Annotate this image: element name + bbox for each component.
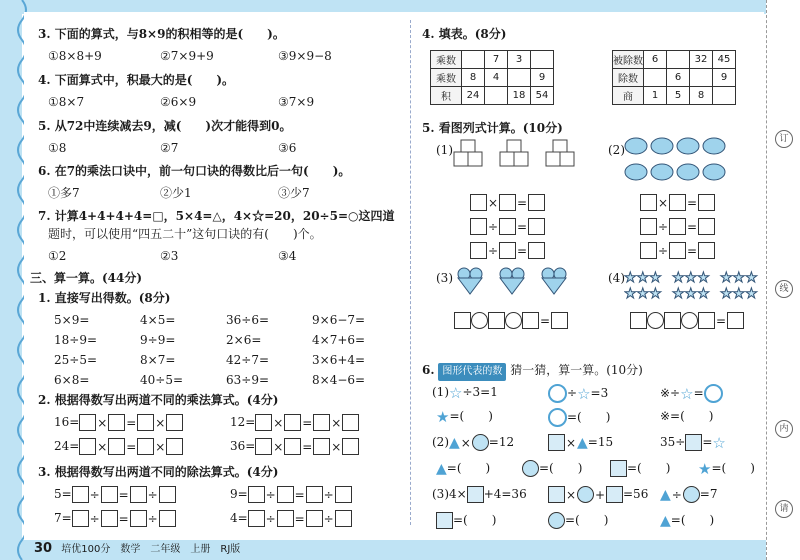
question-6-header: 6. 图形代表的数 猜一猜，算一算。(10分): [422, 362, 643, 381]
option[interactable]: ②3: [160, 249, 179, 263]
row-label: 36=: [230, 439, 256, 453]
table-cell[interactable]: [508, 69, 531, 87]
question-6: 6. 在7的乘法口诀中，前一句口诀的得数比后一句( )。: [38, 164, 351, 178]
calc-item[interactable]: 40÷5=: [140, 373, 184, 387]
subquestion-3: 3. 根据得数写出两道不同的除法算式。(4分): [38, 465, 279, 479]
operator-circle[interactable]: [505, 312, 522, 329]
operator: ×: [155, 415, 166, 430]
table-cell[interactable]: 54: [531, 87, 554, 105]
answer-row: ★=( ): [698, 459, 755, 478]
star-icon: ☆: [712, 433, 726, 452]
answer-box[interactable]: [248, 486, 265, 503]
binding-mark: 请: [775, 500, 793, 518]
option[interactable]: ①多7: [48, 186, 80, 200]
calc-item[interactable]: 6×8=: [54, 373, 90, 387]
answer-box[interactable]: [698, 218, 715, 235]
svg-text:★★★: ★★★: [624, 270, 662, 286]
calc-item[interactable]: 8×4−6=: [312, 373, 366, 387]
operator: ÷: [147, 511, 158, 526]
operator: =: [118, 511, 129, 526]
table-cell[interactable]: 24: [462, 87, 485, 105]
picture-label: (4): [608, 271, 625, 285]
row-label: 9=: [230, 487, 248, 501]
answer-box[interactable]: [342, 414, 359, 431]
square-icon: [548, 486, 565, 503]
division-row: [230, 486, 352, 503]
plates-picture: [624, 136, 764, 188]
puzzle-row: (2)▲× =12: [432, 434, 515, 451]
option[interactable]: ②6×9: [160, 95, 197, 109]
calc-item[interactable]: 2×6=: [226, 333, 262, 347]
table-cell[interactable]: 45: [713, 51, 736, 69]
option[interactable]: ②7×9+9: [160, 49, 214, 63]
division-row: [54, 510, 176, 527]
equation-row: =: [454, 312, 568, 329]
operator: ×: [273, 439, 284, 454]
answer-box[interactable]: [248, 510, 265, 527]
answer-row: ※=( ): [660, 409, 714, 423]
table-cell[interactable]: [690, 69, 713, 87]
picture-label: (3): [436, 271, 453, 285]
calc-item[interactable]: 36÷6=: [226, 313, 270, 327]
answer-box[interactable]: [630, 312, 647, 329]
calc-item[interactable]: 18÷9=: [54, 333, 98, 347]
answer-box[interactable]: [130, 486, 147, 503]
operator: =: [126, 439, 137, 454]
table-cell[interactable]: 7: [485, 51, 508, 69]
answer-box[interactable]: [130, 510, 147, 527]
option[interactable]: ①2: [48, 249, 67, 263]
svg-text:★★★: ★★★: [720, 286, 758, 302]
answer-box[interactable]: [284, 438, 301, 455]
answer-box[interactable]: [488, 312, 505, 329]
multiplication-table: [430, 50, 554, 105]
table-cell[interactable]: [644, 69, 667, 87]
table-cell[interactable]: [667, 51, 690, 69]
picture-label: (2): [608, 143, 625, 157]
operator-circle[interactable]: [681, 312, 698, 329]
answer-box[interactable]: [640, 242, 657, 259]
hearts-picture: [454, 266, 594, 302]
multiplication-row: [54, 414, 183, 431]
answer-box[interactable]: [72, 510, 89, 527]
subquestion-1: 1. 直接写出得数。(8分): [38, 291, 171, 305]
question-5: 5. 从72中连续减去9，减( )次才能得到0。: [38, 119, 292, 133]
calc-item[interactable]: 9×6−7=: [312, 313, 366, 327]
answer-box[interactable]: [166, 414, 183, 431]
answer-box[interactable]: [499, 242, 516, 259]
operator: ×: [331, 415, 342, 430]
star-icon: ☆: [577, 384, 591, 403]
row-label: 4=: [230, 511, 248, 525]
table-cell[interactable]: 18: [508, 87, 531, 105]
operator: ÷: [323, 511, 334, 526]
operator: =: [126, 415, 137, 430]
operator: ×: [331, 439, 342, 454]
operator: ÷: [89, 511, 100, 526]
circle-icon: [548, 512, 565, 529]
answer-box[interactable]: [528, 194, 545, 211]
calc-item[interactable]: 25÷5=: [54, 353, 98, 367]
badge: 图形代表的数: [438, 363, 506, 381]
operator: =: [118, 487, 129, 502]
operator: ÷: [265, 511, 276, 526]
table-cell[interactable]: 32: [690, 51, 713, 69]
answer-box[interactable]: [159, 510, 176, 527]
puzzle-row: × + =56: [548, 486, 648, 503]
subquestion-2: 2. 根据得数写出两道不同的乘法算式。(4分): [38, 393, 279, 407]
equation-row: ÷ =: [470, 242, 545, 259]
equation-row: ÷ =: [640, 242, 715, 259]
answer-box[interactable]: [306, 486, 323, 503]
table-header-cell: 积: [431, 87, 462, 105]
table-cell[interactable]: [531, 51, 554, 69]
answer-box[interactable]: [522, 312, 539, 329]
multiplication-row: [230, 414, 359, 431]
answer-box[interactable]: [698, 312, 715, 329]
page-number: 30: [34, 541, 53, 556]
row-label: 7=: [54, 511, 72, 525]
row-label: 12=: [230, 415, 256, 429]
table-cell[interactable]: 6: [667, 69, 690, 87]
square-icon: [467, 486, 484, 503]
square-icon: [610, 460, 627, 477]
operator-circle[interactable]: [647, 312, 664, 329]
stars-picture: [624, 268, 764, 302]
square-icon: [606, 486, 623, 503]
operator: ÷: [323, 487, 334, 502]
circle-icon: [522, 460, 539, 477]
equation-row: ÷ =: [470, 218, 545, 235]
triangle-icon: ▲: [436, 460, 447, 477]
square-icon: [685, 434, 702, 451]
answer-box[interactable]: [470, 242, 487, 259]
puzzle-row: ▲÷ =7: [660, 486, 718, 503]
answer-box[interactable]: [499, 218, 516, 235]
star-icon: ★: [698, 459, 712, 478]
svg-text:★★★: ★★★: [672, 286, 710, 302]
footer-text: 培优100分 数学 二年级 上册 RJ版: [61, 544, 241, 555]
table-cell[interactable]: 1: [644, 87, 667, 105]
fill-table-title: 4. 填表。(8分): [422, 27, 507, 41]
triangle-icon: ▲: [660, 486, 671, 503]
binding-strip: [766, 0, 800, 560]
calc-item[interactable]: 4×7+6=: [312, 333, 366, 347]
table-header-cell: 乘数: [431, 51, 462, 69]
puzzle-row: (3)4× +4=36: [432, 487, 527, 501]
puzzle-row: ※÷☆=: [660, 384, 723, 403]
table-cell[interactable]: 8: [690, 87, 713, 105]
answer-box[interactable]: [640, 218, 657, 235]
answer-box[interactable]: [137, 438, 154, 455]
square-icon: [436, 512, 453, 529]
answer-box[interactable]: [108, 438, 125, 455]
answer-box[interactable]: [277, 486, 294, 503]
option[interactable]: ③9×9−8: [278, 49, 332, 63]
svg-text:★★★: ★★★: [720, 270, 758, 286]
table-cell[interactable]: [485, 87, 508, 105]
table-cell[interactable]: 8: [462, 69, 485, 87]
calc-item[interactable]: 8×7=: [140, 353, 176, 367]
equation-row: × =: [470, 194, 545, 211]
operator: ÷: [265, 487, 276, 502]
answer-box[interactable]: [101, 510, 118, 527]
operator: ×: [97, 439, 108, 454]
answer-row: ▲=( ): [436, 460, 491, 477]
operator: ×: [273, 415, 284, 430]
square-icon: [548, 434, 565, 451]
table-cell[interactable]: [462, 51, 485, 69]
answer-box[interactable]: [669, 242, 686, 259]
option[interactable]: ①8×7: [48, 95, 85, 109]
circle-icon: [683, 486, 700, 503]
question-7: 7. 计算4+4+4+4=□，5×4=△，4×☆=20，20÷5=○这四道: [38, 209, 395, 223]
binding-mark: 内: [775, 420, 793, 438]
table-cell[interactable]: 9: [531, 69, 554, 87]
multiplication-row: [54, 438, 183, 455]
answer-box[interactable]: [335, 510, 352, 527]
section-heading: 三、算一算。(44分): [30, 271, 143, 285]
table-cell[interactable]: [713, 87, 736, 105]
puzzle-row: ÷☆=3: [548, 384, 608, 403]
answer-box[interactable]: [79, 438, 96, 455]
question-6-title: 猜一猜，算一算。(10分): [510, 363, 643, 377]
row-label: 16=: [54, 415, 80, 429]
answer-box[interactable]: [313, 438, 330, 455]
division-row: [54, 486, 176, 503]
answer-box[interactable]: [159, 486, 176, 503]
table-header-cell: 除数: [613, 69, 644, 87]
answer-box[interactable]: [79, 414, 96, 431]
answer-box[interactable]: [499, 194, 516, 211]
answer-box[interactable]: [277, 510, 294, 527]
answer-row: =( ): [548, 512, 608, 529]
answer-box[interactable]: [528, 242, 545, 259]
answer-row: =( ): [436, 512, 496, 529]
double-circle-icon: [704, 384, 723, 403]
equation-row: × =: [640, 194, 715, 211]
equation-row: =: [630, 312, 744, 329]
operator: ×: [97, 415, 108, 430]
answer-box[interactable]: [551, 312, 568, 329]
double-circle-icon: [548, 408, 567, 427]
calc-item[interactable]: 5×9=: [54, 313, 90, 327]
answer-box[interactable]: [313, 414, 330, 431]
operator: ÷: [147, 487, 158, 502]
answer-box[interactable]: [470, 218, 487, 235]
calc-item[interactable]: 63÷9=: [226, 373, 270, 387]
answer-row: =( ): [548, 408, 610, 427]
answer-box[interactable]: [698, 242, 715, 259]
answer-box[interactable]: [101, 486, 118, 503]
question-4: 4. 下面算式中，积最大的是( )。: [38, 73, 235, 87]
triangle-icon: ▲: [449, 434, 460, 451]
division-row: [230, 510, 352, 527]
picture-label: (1): [436, 143, 453, 157]
circle-icon: [577, 486, 594, 503]
column-divider: [410, 20, 411, 525]
answer-box[interactable]: [166, 438, 183, 455]
question-3: 3. 下面的算式，与8×9的积相等的是( )。: [38, 27, 285, 41]
option[interactable]: ③少7: [278, 186, 310, 200]
answer-row: ▲=( ): [660, 512, 715, 529]
option[interactable]: ②少1: [160, 186, 192, 200]
table-cell[interactable]: 6: [644, 51, 667, 69]
answer-box[interactable]: [528, 218, 545, 235]
option[interactable]: ②7: [160, 141, 179, 155]
calc-item[interactable]: 9÷9=: [140, 333, 176, 347]
answer-box[interactable]: [669, 194, 686, 211]
row-label: 5=: [54, 487, 72, 501]
operator: =: [302, 415, 313, 430]
footer: [34, 540, 240, 556]
answer-box[interactable]: [255, 438, 272, 455]
operator: ×: [155, 439, 166, 454]
cubes-picture: [452, 138, 592, 176]
option[interactable]: ③6: [278, 141, 297, 155]
answer-box[interactable]: [698, 194, 715, 211]
calc-item[interactable]: 4×5=: [140, 313, 176, 327]
triangle-icon: ▲: [660, 512, 671, 529]
star-icon: ★: [436, 407, 450, 426]
table-cell[interactable]: 3: [508, 51, 531, 69]
binding-mark: 线: [775, 280, 793, 298]
picture-calc-title: 5. 看图列式计算。(10分): [422, 121, 563, 135]
row-label: 24=: [54, 439, 80, 453]
table-cell[interactable]: 9: [713, 69, 736, 87]
table-header-cell: 被除数: [613, 51, 644, 69]
option[interactable]: ③7×9: [278, 95, 315, 109]
option[interactable]: ①8: [48, 141, 67, 155]
table-cell[interactable]: 4: [485, 69, 508, 87]
answer-box[interactable]: [335, 486, 352, 503]
answer-box[interactable]: [640, 194, 657, 211]
answer-box[interactable]: [108, 414, 125, 431]
puzzle-row: (1)☆÷3=1: [432, 383, 498, 402]
equation-row: ÷ =: [640, 218, 715, 235]
answer-box[interactable]: [137, 414, 154, 431]
answer-row: =( ): [610, 460, 670, 477]
answer-box[interactable]: [306, 510, 323, 527]
table-header-cell: 乘数: [431, 69, 462, 87]
answer-box[interactable]: [72, 486, 89, 503]
operator: =: [302, 439, 313, 454]
answer-box[interactable]: [669, 218, 686, 235]
operator: =: [294, 511, 305, 526]
option[interactable]: ①8×8+9: [48, 49, 102, 63]
division-table: [612, 50, 736, 105]
operator: =: [294, 487, 305, 502]
answer-box[interactable]: [454, 312, 471, 329]
table-cell[interactable]: 5: [667, 87, 690, 105]
option[interactable]: ③4: [278, 249, 297, 263]
answer-box[interactable]: [727, 312, 744, 329]
circle-icon: [472, 434, 489, 451]
triangle-icon: ▲: [577, 434, 588, 451]
calc-item[interactable]: 3×6+4=: [312, 353, 366, 367]
answer-box[interactable]: [470, 194, 487, 211]
svg-text:★★★: ★★★: [672, 270, 710, 286]
table-header-cell: 商: [613, 87, 644, 105]
puzzle-row: 35÷ =☆: [660, 433, 726, 452]
star-icon: ☆: [680, 384, 694, 403]
svg-text:★★★: ★★★: [624, 286, 662, 302]
multiplication-row: [230, 438, 359, 455]
binding-mark: 订: [775, 130, 793, 148]
answer-box[interactable]: [342, 438, 359, 455]
answer-box[interactable]: [255, 414, 272, 431]
answer-box[interactable]: [664, 312, 681, 329]
puzzle-row: ×▲=15: [548, 434, 613, 451]
question-7-line2: 题时，可以使用“四五二十”这句口诀的有( )个。: [48, 227, 322, 241]
double-circle-icon: [548, 384, 567, 403]
calc-item[interactable]: 42÷7=: [226, 353, 270, 367]
answer-row: ★=( ): [436, 407, 493, 426]
answer-box[interactable]: [284, 414, 301, 431]
operator-circle[interactable]: [471, 312, 488, 329]
operator: ÷: [89, 487, 100, 502]
answer-row: =( ): [522, 460, 582, 477]
star-icon: ☆: [449, 383, 463, 402]
